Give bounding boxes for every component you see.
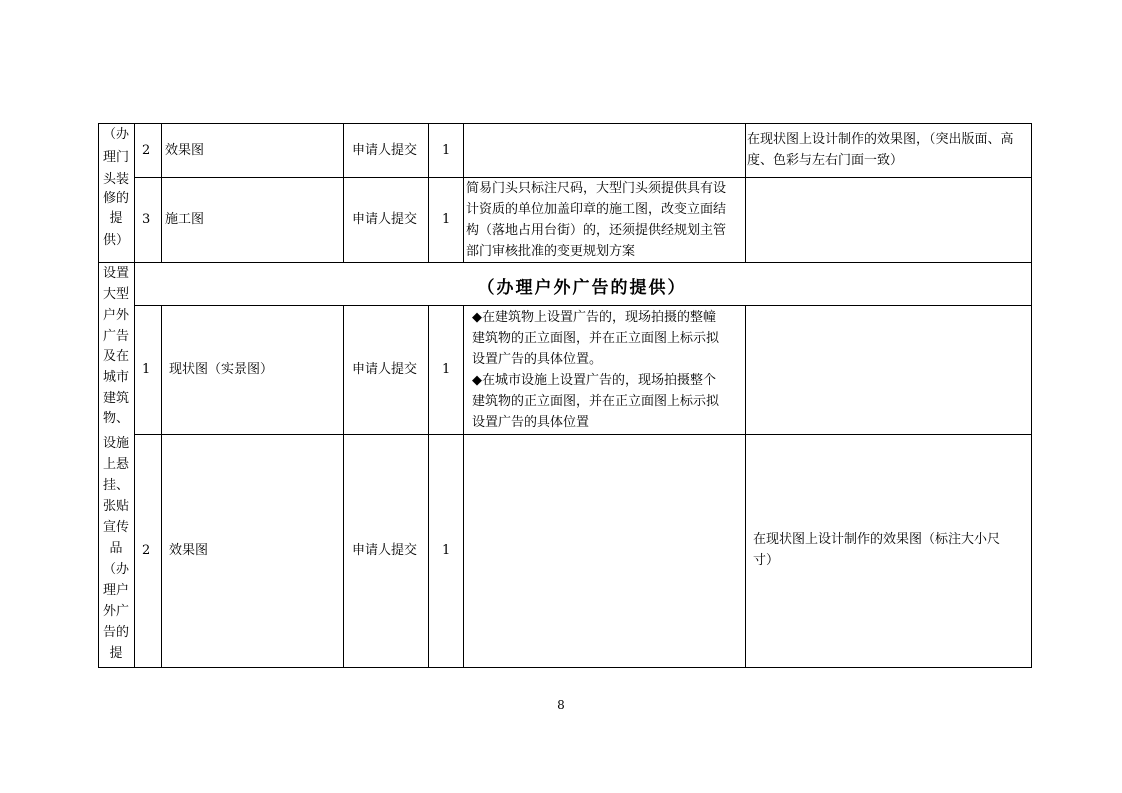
- note-line: 寸）: [753, 553, 780, 568]
- col-border-count-top: [463, 123, 464, 263]
- requirement-line: 设置广告的具体位置: [472, 415, 590, 430]
- item-name: 效果图: [165, 143, 205, 158]
- col-border-no-bottom: [161, 305, 162, 668]
- section-title: （办理户外广告的提供）: [477, 278, 687, 298]
- note-line: 在现状图上设计制作的效果图，（突出版面、高: [747, 132, 1014, 147]
- provider: 申请人提交: [352, 212, 418, 227]
- col-border-req-top: [745, 123, 746, 263]
- row-number: 2: [142, 543, 151, 558]
- provider: 申请人提交: [352, 143, 418, 158]
- table-top-border: [98, 123, 1032, 124]
- count: 1: [442, 143, 451, 158]
- requirement-line: 构（落地占用台街）的，还须提供经规划主管: [466, 223, 727, 238]
- col-border-name-top: [343, 123, 344, 263]
- col-border-count-bottom: [463, 305, 464, 668]
- col-border-provider-bottom: [428, 305, 429, 668]
- col-border-name-bottom: [343, 305, 344, 668]
- requirement-line: 计资质的单位加盖印章的施工图，改变立面结: [466, 202, 727, 217]
- requirement-line: 设置广告的具体位置。: [472, 352, 603, 367]
- requirement-line: 建筑物的正立面图，并在正立面图上标示拟: [472, 331, 720, 346]
- count: 1: [442, 212, 451, 227]
- note-line: 在现状图上设计制作的效果图（标注大小尺: [753, 532, 1001, 547]
- col-border-no-top: [161, 123, 162, 263]
- col-border-right: [1031, 123, 1032, 668]
- row-divider-4: [134, 434, 1032, 435]
- col-border-provider-top: [428, 123, 429, 263]
- row-divider-3: [134, 305, 1032, 306]
- requirement-line: ◆在建筑物上设置广告的，现场拍摄的整幢: [472, 310, 716, 325]
- note-line: 度、色彩与左右门面一致）: [747, 153, 904, 168]
- row-number: 2: [142, 143, 151, 158]
- item-name: 效果图: [169, 543, 209, 558]
- item-name: 施工图: [165, 212, 205, 227]
- row-number: 1: [142, 362, 151, 377]
- count: 1: [442, 543, 451, 558]
- requirement-line: 部门审核批准的变更规划方案: [466, 244, 636, 259]
- requirement-line: 建筑物的正立面图，并在正立面图上标示拟: [472, 394, 720, 409]
- col-border-label: [134, 123, 135, 668]
- row-divider-2: [98, 262, 1032, 263]
- count: 1: [442, 362, 451, 377]
- page-number: 8: [557, 698, 565, 712]
- requirement-line: ◆在城市设施上设置广告的，现场拍摄整个: [472, 373, 716, 388]
- requirement-line: 简易门头只标注尺码，大型门头须提供具有设: [466, 181, 727, 196]
- provider: 申请人提交: [352, 362, 418, 377]
- provider: 申请人提交: [352, 543, 418, 558]
- row-number: 3: [142, 212, 151, 227]
- table-bottom-border: [98, 667, 1032, 668]
- item-name: 现状图（实景图）: [169, 362, 274, 377]
- col-border-req-bottom: [745, 305, 746, 668]
